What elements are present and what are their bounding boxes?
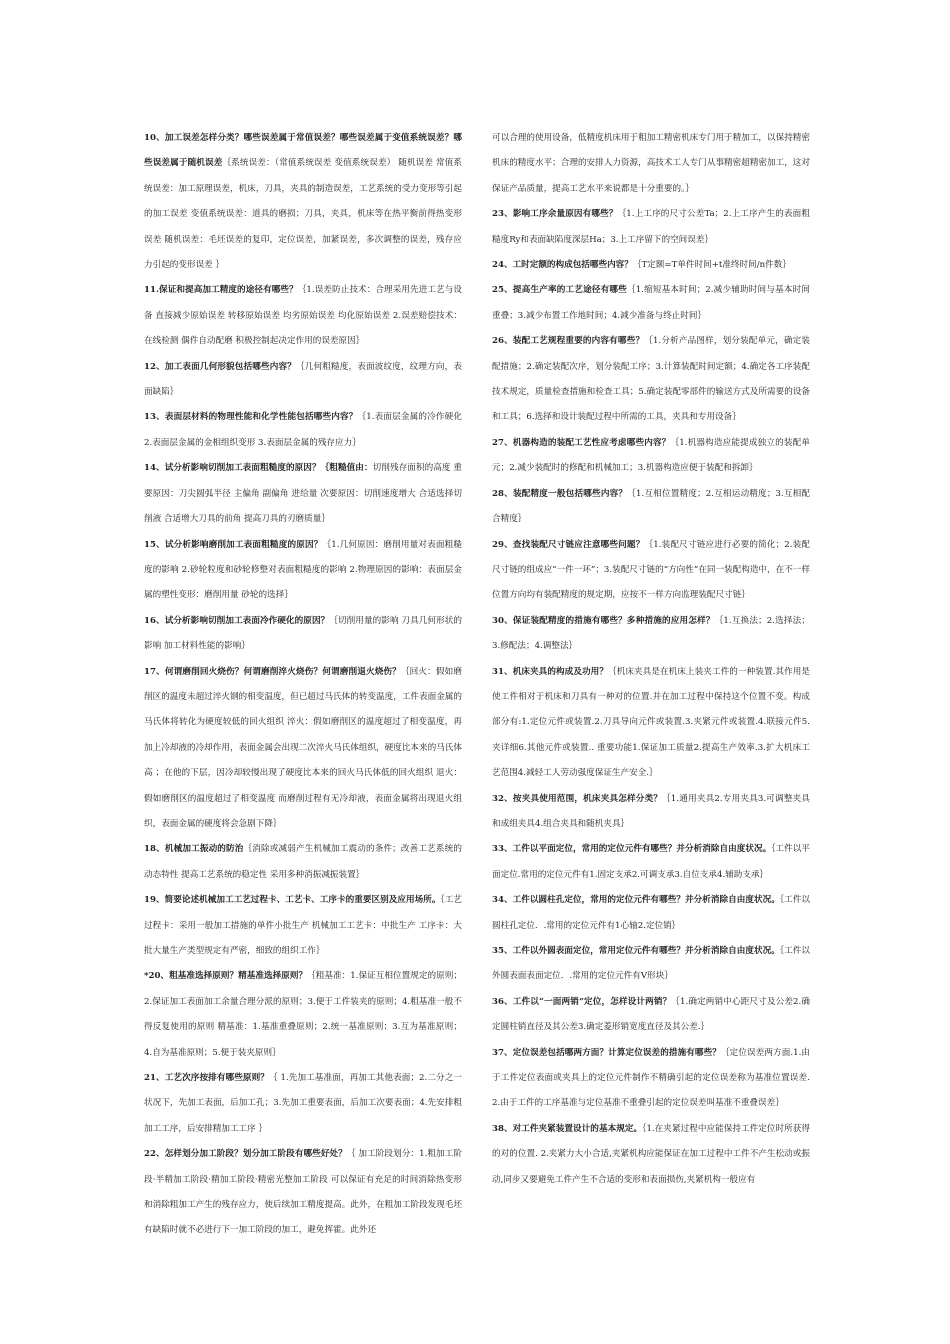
- question-text: 19、简要论述机械加工工艺过程卡、工艺卡、工序卡的重要区别及应用场所。: [144, 895, 441, 906]
- answer-text: ｛ 加工阶段划分：1.粗加工阶段·半精加工阶段·精加工阶段·精密光整加工阶段 可以保证有充足的时间消除热变形和消除粗加工产生的残存应力，使后续加工精度提高。此外，在粗加工阶段发现毛坯有缺陷时就不必进行下一加工阶段的加工，避免挥霍。此外还: [144, 1149, 462, 1236]
- qa-item: [144, 533, 462, 609]
- qa-item: [492, 888, 810, 939]
- qa-item: [492, 609, 810, 660]
- question-text: 14、试分析影响切削加工表面粗糙度的原因？｛粗糙值由：: [144, 463, 373, 474]
- left-column: [144, 126, 462, 1244]
- qa-item: [492, 1041, 810, 1117]
- qa-item: [492, 787, 810, 838]
- qa-item: [144, 405, 462, 456]
- question-text: 25、提高生产率的工艺途径有哪些: [492, 285, 627, 296]
- answer-text: ｛1.通用夹具2.专用夹具3.可调整夹具和成组夹具4.组合夹具和随机夹具｝: [492, 793, 810, 829]
- answer-text: ｛回火：假如磨削区的温度未超过淬火钢的相变温度，但已超过马氏体的转变温度，工件表面金属的马氏体将转化为硬度较低的回火组织 淬火：假如磨削区的温度超过了相变温度，再加上冷却液的冷却作用，表面金属会出现二次淬火马氏体组织，硬度比本来的马氏体高 ；在他的下层，因冷却较慢出现了硬度比本来的回火马氏体低的回火组织 退火：假如磨削区的温度超过了相变温度 而磨削过程有无冷却液，表面金属将出现退火组织，表面金属的硬度将会急剧下降｝: [144, 666, 462, 829]
- answer-text: ｛机床夹具是在机床上装夹工件的一种装置.其作用是使工件相对于机床和刀具有一种对的位置.并在加工过程中保持这个位置不变。构成部分有:1.定位元件或装置.2.刀具导向元件或装置.3.夹紧元件或装置.4.联接元件5.夹详细6.其他元件或装置.. 重要功能1.保证加工质量2.提高生产效率.3.扩大机床工艺范围4.减轻工人劳动强度保证生产安全.｝: [492, 666, 810, 779]
- answer-text: ｛1.上工序的尺寸公差Ta；2.上工序产生的表面粗糙度Ry和表面缺陷度深层Ha；3.上工序留下的空间误差｝: [492, 209, 810, 245]
- qa-item: [144, 1142, 462, 1244]
- question-text: 17、何谓磨削回火烧伤？何谓磨削淬火烧伤？何谓磨削退火烧伤？: [144, 666, 401, 677]
- qa-item: [144, 837, 462, 888]
- answer-text: ｛1.在夹紧过程中应能保持工件定位时所获得的对的位置. 2.夹紧力大小合适,夹紧机构应能保证在加工过程中工件不产生松动或振动,同步又要避免工件产生不合适的变形和表面损伤,夹紧机构一般应有: [492, 1123, 811, 1185]
- answer-text: ｛1.机器构造应能提成独立的装配单元；2.减少装配时的修配和机械加工；3.机器构造应便于装配和拆卸｝: [492, 437, 810, 474]
- answer-text: ｛T定额=T单件时间+t准终时间/n件数｝: [632, 260, 791, 271]
- question-text: 33、工件以平面定位，常用的定位元件有哪些？并分析消除自由度状况。: [492, 844, 772, 855]
- answer-text: ｛1.装配尺寸链应进行必要的简化；2.装配尺寸链的组成应“一件一环”；3.装配尺寸链的“方向性”在同一装配构造中，在不一样位置方向均有装配精度的规定期，应按不一样方向监理装配尺寸链｝: [492, 539, 810, 601]
- question-text: 28、装配精度一般包括哪些内容？: [492, 488, 628, 499]
- qa-item: [492, 990, 810, 1041]
- question-text: 32、按夹具使用范围，机床夹具怎样分类？: [492, 793, 663, 804]
- answer-text: ｛ 1.先加工基准面，再加工其他表面；2.二分之一状况下，先加工表面，后加工孔；3.先加工重要表面，后加工次要表面；4.先安排粗加工工序，后安排精加工工序 ｝: [144, 1073, 462, 1134]
- answer-text: ｛1.确定两销中心距尺寸及公差2.确定圆柱销直径及其公差3.确定菱形销宽度直径及其公差.｝: [492, 996, 810, 1033]
- qa-item: [492, 278, 810, 329]
- question-text: 34、工件以圆柱孔定位，常用的定位元件有哪些？并分析消除自由度状况。: [492, 895, 780, 906]
- right-column: [492, 126, 810, 1193]
- answer-text: ｛消除或减弱产生机械加工震动的条件；改善工艺系统的动态特性 提高工艺系统的稳定性 采用多种消振减振装置｝: [144, 844, 462, 880]
- qa-item: [144, 888, 462, 964]
- qa-item: [492, 1117, 810, 1193]
- qa-item: [492, 431, 810, 482]
- answer-text: ｛1.误差防止技术：合理采用先进工艺与设备 直接减少原始误差 转移原始误差 均劣原始误差 均化原始误差 2.误差赔偿技术：在线检测 偶件自动配磨 积极控制起决定作用的误差原因｝: [144, 285, 463, 347]
- qa-item: [492, 202, 810, 253]
- answer-text: ｛工件以平面定位.常用的定位元件有1.固定支承2.可调支承3.自位支承4.辅助支承｝: [492, 844, 810, 880]
- question-text: 38、对工件夹紧装置设计的基本规定。: [492, 1123, 643, 1134]
- qa-item: [144, 660, 462, 838]
- question-text: 37、定位误差包括哪两方面？计算定位误差的措施有哪些？: [492, 1047, 721, 1058]
- qa-item: [492, 482, 810, 533]
- qa-item: [144, 609, 462, 660]
- answer-text: ｛1.互相位置精度；2.互相运动精度；3.互相配合精度｝: [492, 488, 810, 525]
- question-text: 26、装配工艺规程重要的内容有哪些？: [492, 336, 645, 347]
- question-text: 31、机床夹具的构成及功用？: [492, 666, 608, 677]
- answer-text: ｛几何粗糙度，表面波纹度，纹理方向，表面缺陷｝: [144, 361, 462, 398]
- answer-text: ｛定位误差两方面.1.由于工件定位表面或夹具上的定位元件制作不精确引起的定位误差称为基准位置误差.2.由于工件的工序基准与定位基准不重叠引起的定位误差叫基准不重叠误差｝: [492, 1047, 810, 1109]
- qa-item: [492, 533, 810, 609]
- question-text: 24、工时定额的构成包括哪些内容？: [492, 260, 633, 271]
- answer-text: ｛工艺过程卡：采用一般加工措施的单件小批生产 机械加工工艺卡：中批生产 工序卡：大批大量生产类型规定有严密，细致的组织工作｝: [144, 895, 463, 956]
- qa-item: [492, 837, 810, 888]
- qa-item: [144, 456, 462, 532]
- question-text: 36、工件以“一面两销”定位，怎样设计两销？: [492, 996, 672, 1007]
- question-text: 21、工艺次序按排有哪些原则？: [144, 1073, 269, 1084]
- question-text: 23、影响工序余量原因有哪些？: [492, 209, 618, 220]
- qa-item: [144, 355, 462, 406]
- answer-text: ｛1.分析产品图样，划分装配单元，确定装配措施；2.确定装配次序，划分装配工序；3.计算装配时间定额；4.确定各工序装配技术规定，质量检查措施和检查工具；5.确定装配零部件的输送方式及所需要的设备和工具；6.选择和设计装配过程中所需的工具，夹具和专用设备｝: [492, 336, 810, 423]
- question-text: 27、机器构造的装配工艺性应考虑哪些内容？: [492, 437, 671, 448]
- answer-text: ｛1.表面层金属的冷作硬化 2.表面层金属的金相组织变形 3.表面层金属的残存应力｝: [144, 412, 462, 448]
- question-text: 10、加工误差怎样分类？哪些误差属于常值误差？哪些误差属于变值系统误差？哪些误差属于随机误差: [144, 133, 462, 169]
- question-text: *20、粗基准选择原则？精基准选择原则？: [144, 971, 308, 982]
- question-text: 16、试分析影响切削加工表面冷作硬化的原因？: [144, 615, 330, 626]
- answer-text: 可以合理的使用设备，低精度机床用于粗加工精密机床专门用于精加工，以保持精密机床的精度水平；合理的安排人力资源，高技术工人专门从事精密超精密加工，这对保证产品质量，提高工艺水平来说都是十分重要的。｝: [492, 133, 810, 194]
- answer-text: ｛1.互换法；2.选择法；3.修配法；4.调整法｝: [492, 615, 810, 652]
- qa-item: [144, 964, 462, 1066]
- answer-text: ｛系统误差：（常值系统误差 变值系统误差） 随机误差 常值系统误差：加工原理误差，机床，刀具，夹具的制造误差，工艺系统的受力变形等引起的加工误差 变值系统误差：道具的磨损；刀具，夹具，机床等在热平衡前得热变形误差 随机误差：毛坯误差的复印，定位误差，加紧误差，多次调整的误差，残存应力引起的变形误差 ｝: [144, 158, 462, 271]
- answer-text: 切削残存面积的高度 重要原因：刀尖圆弧半径 主偏角 副偏角 进给量 次要原因：切削速度增大 合适选择切削液 合适增大刀具的前角 提高刀具的刃磨质量｝: [144, 463, 462, 525]
- answer-text: ｛1.几何原因：磨削用量对表面粗糙度的影响 2.砂轮粒度和砂轮修整对表面粗糙度的影响 2.物理原因的影响：表面层金属的塑性变形：磨削用量 砂轮的选择｝: [144, 539, 462, 601]
- question-text: 35、工件以外圆表面定位，常用定位元件有哪些？并分析消除自由度状况。: [492, 946, 780, 956]
- question-text: 30、保证装配精度的措施有哪些？多种措施的应用怎样？: [492, 615, 715, 626]
- qa-item: [492, 660, 810, 787]
- answer-text: ｛切削用量的影响 刀具几何形状的影响 加工材料性能的影响｝: [144, 615, 462, 652]
- qa-item: [144, 278, 462, 354]
- answer-text: ｛粗基准：1.保证互相位置规定的原则；2.保证加工表面加工余量合理分派的原则；3.便于工件装夹的原则；4.粗基准一般不得反复使用的原则 精基准：1.基准重叠原则；2.统一基准原则；3.互为基准原则；4.自为基准原则；5.便于装夹原则｝: [144, 971, 462, 1058]
- answer-text: ｛1.缩短基本时间；2.减少辅助时间与基本时间重叠；3.减少布置工作地时间；4.减少准备与终止时间｝: [492, 285, 810, 321]
- question-text: 29、查找装配尺寸链应注意哪些问题？: [492, 539, 645, 550]
- question-text: 22、怎样划分加工阶段？划分加工阶段有哪些好处？: [144, 1149, 347, 1160]
- question-text: 12、加工表面几何形貌包括哪些内容？: [144, 361, 297, 372]
- qa-item: [492, 253, 810, 278]
- question-text: 15、试分析影响磨削加工表面粗糙度的原因？: [144, 539, 323, 550]
- qa-item: [492, 329, 810, 431]
- qa-item: [492, 126, 810, 202]
- question-text: 11.保证和提高加工精度的途径有哪些？: [144, 285, 298, 296]
- qa-item: [144, 126, 462, 278]
- qa-item: [144, 1066, 462, 1142]
- question-text: 18、机械加工振动的防治: [144, 844, 244, 855]
- qa-item: [492, 939, 810, 990]
- answer-text: ｛工件以圆柱孔定位．.常用的定位元件有1心轴2.定位销｝: [492, 895, 810, 931]
- answer-text: ｛工件以外圆表面表面定位．.常用的定位元件有V形块｝: [492, 946, 810, 982]
- question-text: 13、表面层材料的物理性能和化学性能包括哪些内容？: [144, 412, 358, 423]
